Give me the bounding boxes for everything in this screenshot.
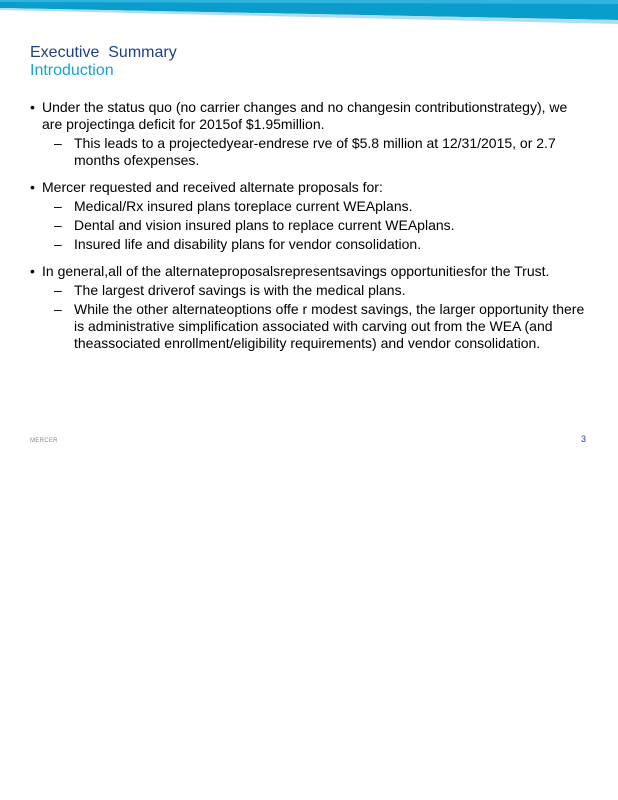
sub-bullet-item [42, 301, 590, 352]
sub-bullet-item [42, 236, 590, 253]
footer-logo: MERCER [30, 438, 58, 444]
bullet-item [30, 179, 590, 253]
sub-bullet-mark: – [54, 198, 62, 214]
bullet-mark: • [30, 263, 35, 279]
bullet-text: Mercer requested and received alternate proposals for: [42, 179, 383, 195]
page-number: 3 [581, 434, 587, 444]
sub-bullet-text: While the other alternateoptions offe r modest savings, the larger opportunity there is administrative simplification associated with carving out from the WEA (and theassociated enrollment/eligibility requirements) and vendor consolidation. [74, 301, 585, 351]
sub-bullet-item [42, 282, 590, 299]
sub-bullet-text: Insured life and disability plans for vendor consolidation. [74, 236, 422, 252]
sub-bullet-text: The largest driverof savings is with the medical plans. [74, 282, 406, 298]
sub-bullet-item [42, 198, 590, 215]
sub-bullet-text: Dental and vision insured plans to replace current WEAplans. [74, 217, 455, 233]
sub-bullet-text: Medical/Rx insured plans toreplace current WEAplans. [74, 198, 413, 214]
bullet-list [30, 99, 590, 362]
bullet-item [30, 263, 590, 352]
sub-bullet-mark: – [54, 217, 62, 233]
sub-bullet-item [42, 135, 590, 169]
sub-bullet-mark: – [54, 135, 62, 151]
sub-bullet-mark: – [54, 301, 62, 317]
sub-bullet-text: This leads to a projectedyear-endrese rve of $5.8 million at 12/31/2015, or 2.7 months ofexpenses. [74, 135, 556, 168]
bullet-item [30, 99, 590, 169]
sub-bullet-item [42, 217, 590, 234]
title-block [30, 44, 177, 80]
sub-bullet-mark: – [54, 282, 62, 298]
bullet-mark: • [30, 99, 35, 115]
bullet-mark: • [30, 179, 35, 195]
slide-title: Executive Summary [30, 44, 177, 61]
sub-bullet-mark: – [54, 236, 62, 252]
bullet-text: In general,all of the alternateproposalsrepresentsavings opportunitiesfor the Trust. [42, 263, 550, 279]
bullet-text: Under the status quo (no carrier changes and no changesin contributionstrategy), we are projectinga deficit for 2015of $1.95million. [42, 99, 568, 132]
slide-subtitle: Introduction [30, 62, 114, 79]
header-banner [0, 0, 618, 24]
